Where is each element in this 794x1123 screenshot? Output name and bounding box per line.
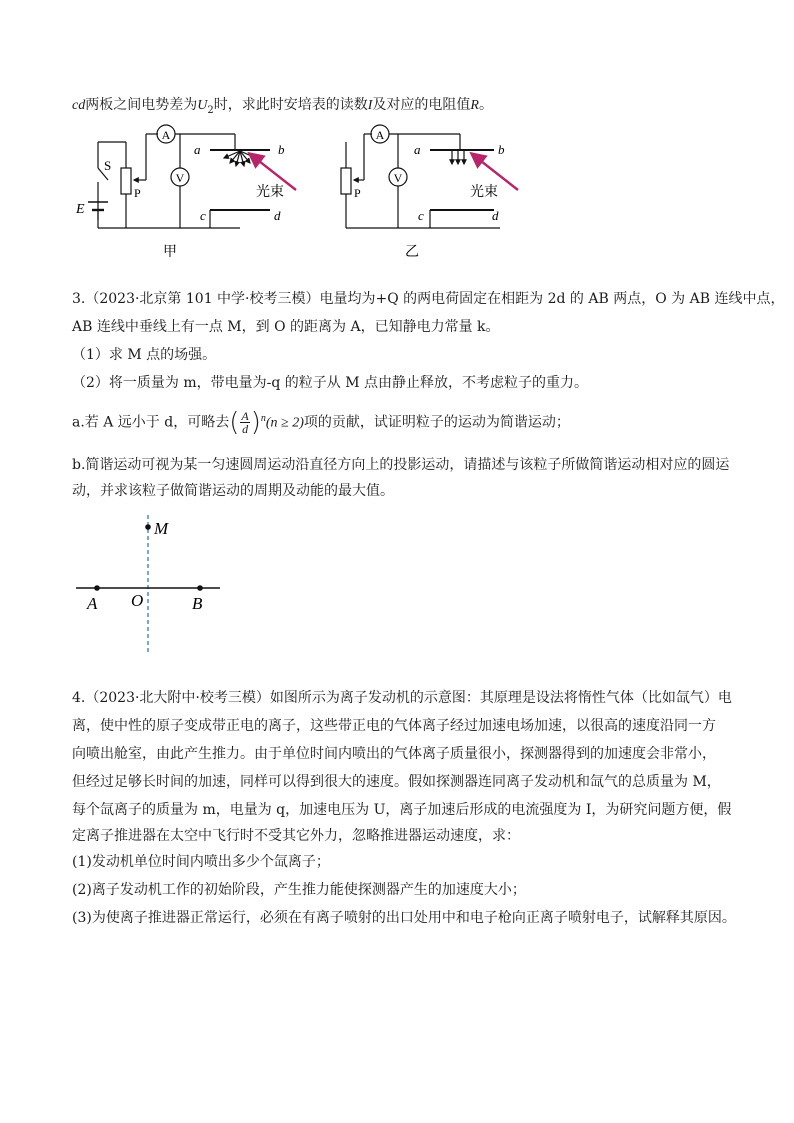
q3-a-numerator: A <box>241 409 249 424</box>
q4-sub-2: (2)离子发动机工作的初始阶段，产生推力能使探测器产生的加速度大小； <box>72 882 526 898</box>
q3-a-rparen: ) <box>250 407 261 438</box>
switch-label: S <box>104 158 112 173</box>
intro-i: I <box>367 98 373 113</box>
q3-sub-1: （1）求 M 点的场强。 <box>72 347 217 363</box>
q4-line: 每个氙离子的质量为 m，电量为 q，加速电压为 U，离子加速后形成的电流强度为 I，为研究问题方便，假 <box>72 802 732 818</box>
plate-d-yi: d <box>492 208 499 223</box>
emf-label: E <box>76 202 85 217</box>
q3-a-fraction <box>240 410 249 435</box>
label-a: A <box>87 594 98 613</box>
q4-line: 离，使中性的原子变成带正电的离子，这些带正电的气体离子经过加速电场加速，以很高的速度沿同一方 <box>72 718 716 734</box>
q3-part-b-line-1: b.简谐运动可视为某一匀速圆周运动沿直径方向上的投影运动，请描述与该粒子所做简谐运动相对应的圆运 <box>72 457 730 473</box>
slider-label-jia: P <box>134 186 141 200</box>
circuit-figures <box>60 120 560 270</box>
intro-r: R <box>470 98 479 113</box>
label-b: B <box>192 594 203 613</box>
plate-c-jia: c <box>200 208 206 223</box>
q3-a-denominator: d <box>242 422 249 437</box>
intro-u: U <box>197 98 208 113</box>
intro-line <box>72 95 732 121</box>
q3-a-post: 项的贡献，试证明粒子的运动为简谐运动； <box>303 414 570 431</box>
q4-line: 但经过足够长时间的加速，同样可以得到很大的速度。假如探测器连同离子发动机和氙气的总质量为 M， <box>72 774 721 790</box>
beam-label-jia: 光束 <box>256 184 284 200</box>
q3-a-lparen: ( <box>229 407 240 438</box>
intro-u-sub: 2 <box>207 104 214 116</box>
q3-line-1: 3.（2023·北京第 101 中学·校考三模）电量均为+Q 的两电荷固定在相距为 2d 的 AB 两点，O 为 AB 连线中点， <box>72 291 785 307</box>
ammeter-label-jia: A <box>161 128 171 142</box>
label-m: M <box>154 519 169 538</box>
intro-period: 。 <box>478 97 493 113</box>
plate-a-jia: a <box>194 142 201 157</box>
label-o: O <box>131 591 144 610</box>
charges-diagram <box>70 515 230 660</box>
plate-b-yi: b <box>498 142 505 157</box>
caption-yi: 乙 <box>405 244 419 260</box>
plate-d-jia: d <box>274 208 281 223</box>
q4-sub-1: (1)发动机单位时间内喷出多少个氙离子； <box>72 854 330 870</box>
plate-c-yi: c <box>418 208 424 223</box>
point-m <box>145 524 151 530</box>
caption-jia: 甲 <box>163 244 177 260</box>
q3-part-a <box>72 404 732 439</box>
q3-part-b-line-2: 动，并求该粒子做简谐运动的周期及动能的最大值。 <box>72 483 394 499</box>
beam-label-yi: 光束 <box>470 184 498 200</box>
intro-cd: cd <box>72 98 86 113</box>
q4-sub-3: (3)为使离子推进器正常运行，必须在有离子喷射的出口处用中和电子枪向正离子喷射电子，试解释其原因。 <box>72 910 736 926</box>
plate-a-yi: a <box>414 142 421 157</box>
intro-text-3: 及对应的电阻值 <box>372 97 471 113</box>
intro-text-1: 两板之间电势差为 <box>85 97 198 113</box>
slider-label-yi: P <box>354 186 361 200</box>
q4-line: 定离子推进器在太空中飞行时不受其它外力，忽略推进器运动速度，求： <box>72 828 520 844</box>
q4-line: 向喷出舱室，由此产生推力。由于单位时间内喷出的气体离子质量很小，探测器得到的加速度会非常小， <box>72 746 716 762</box>
q3-a-pre: a.若 A 远小于 d，可略去 <box>72 414 230 431</box>
q3-a-condition: (n ≥ 2) <box>265 415 304 431</box>
voltmeter-label-yi: V <box>393 171 403 185</box>
q3-a-exponent: n <box>260 413 266 424</box>
point-b <box>197 585 203 591</box>
q3-line-2: AB 连线中垂线上有一点 M，到 O 的距离为 A，已知静电力常量 k。 <box>72 319 500 335</box>
ammeter-label-yi: A <box>375 128 385 142</box>
point-a <box>94 585 100 591</box>
plate-b-jia: b <box>278 142 285 157</box>
q3-sub-2: （2）将一质量为 m，带电量为-q 的粒子从 M 点由静止释放，不考虑粒子的重力。 <box>72 375 589 391</box>
q4-line: 4.（2023·北大附中·校考三模）如图所示为离子发动机的示意图：其原理是设法将惰性气体（比如氙气）电 <box>72 690 732 706</box>
voltmeter-label-jia: V <box>175 171 185 185</box>
intro-text-2: 时，求此时安培表的读数 <box>213 97 368 113</box>
